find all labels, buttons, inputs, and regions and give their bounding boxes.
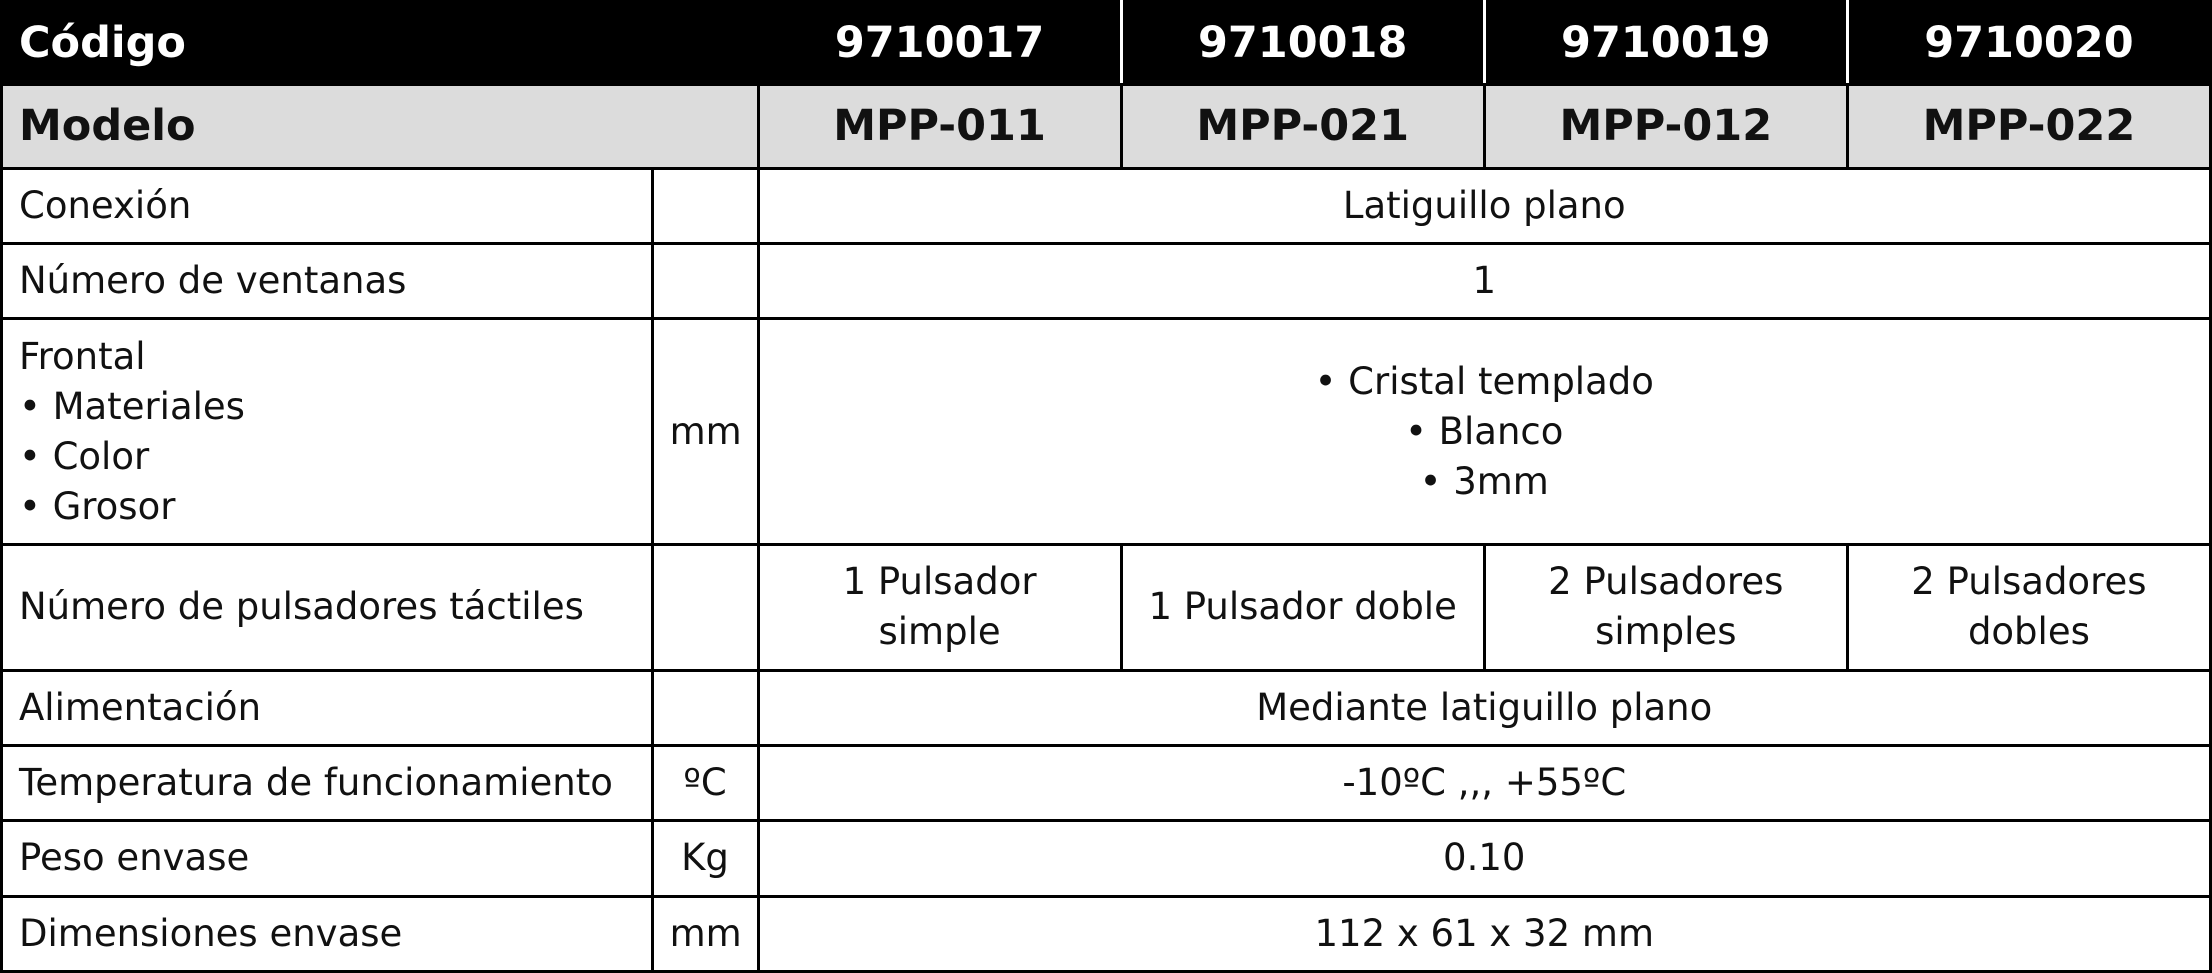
row-value-peso: 0.10 [758, 821, 2211, 896]
model-cell: MPP-011 [758, 85, 1121, 168]
pulsadores-line: simples [1595, 610, 1737, 654]
table-row [2, 243, 2211, 318]
code-cell: 9710017 [758, 2, 1121, 85]
header-row-modelo [2, 85, 2211, 168]
row-label-pulsadores: Número de pulsadores táctiles [2, 545, 653, 671]
table-row [2, 545, 2211, 671]
pulsadores-value [1847, 545, 2210, 671]
model-cell: MPP-012 [1484, 85, 1847, 168]
row-unit [652, 670, 758, 745]
table-row [2, 821, 2211, 896]
frontal-sub-label: • Materiales [19, 384, 245, 428]
frontal-value: • Blanco [1405, 409, 1564, 453]
table-row [2, 745, 2211, 820]
pulsadores-line: 2 Pulsadores [1911, 560, 2147, 604]
table-row [2, 168, 2211, 243]
code-cell: 9710020 [1847, 2, 2210, 85]
row-label-dimensiones: Dimensiones envase [2, 896, 653, 971]
frontal-value: • 3mm [1419, 459, 1549, 503]
row-unit: ºC [652, 745, 758, 820]
row-value-conexion: Latiguillo plano [758, 168, 2211, 243]
row-label-ventanas: Número de ventanas [2, 243, 653, 318]
row-unit: mm [652, 319, 758, 545]
table-row [2, 670, 2211, 745]
pulsadores-value [758, 545, 1121, 671]
frontal-value: • Cristal templado [1314, 359, 1654, 403]
pulsadores-line: dobles [1967, 610, 2090, 654]
row-label-alimentacion: Alimentación [2, 670, 653, 745]
row-label-conexion: Conexión [2, 168, 653, 243]
modelo-label: Modelo [2, 85, 759, 168]
header-row-codigo [2, 2, 2211, 85]
row-label-peso: Peso envase [2, 821, 653, 896]
table-row [2, 896, 2211, 971]
frontal-label: Frontal [19, 334, 146, 378]
row-value-dimensiones: 112 x 61 x 32 mm [758, 896, 2211, 971]
model-cell: MPP-021 [1121, 85, 1484, 168]
row-value-alimentacion: Mediante latiguillo plano [758, 670, 2211, 745]
row-unit [652, 545, 758, 671]
pulsadores-line: 1 Pulsador doble [1148, 585, 1457, 629]
frontal-sub-label: • Grosor [19, 484, 176, 528]
row-value-ventanas: 1 [758, 243, 2211, 318]
row-unit: Kg [652, 821, 758, 896]
codigo-label: Código [2, 2, 759, 85]
code-cell: 9710019 [1484, 2, 1847, 85]
pulsadores-line: 1 Pulsador [842, 560, 1037, 604]
row-label-temperatura: Temperatura de funcionamiento [2, 745, 653, 820]
pulsadores-value [1121, 545, 1484, 671]
pulsadores-value [1484, 545, 1847, 671]
row-label-frontal [2, 319, 653, 545]
row-unit: mm [652, 896, 758, 971]
row-unit [652, 168, 758, 243]
model-cell: MPP-022 [1847, 85, 2210, 168]
row-unit [652, 243, 758, 318]
pulsadores-line: 2 Pulsadores [1548, 560, 1784, 604]
pulsadores-line: simple [878, 610, 1001, 654]
table-row [2, 319, 2211, 545]
code-cell: 9710018 [1121, 2, 1484, 85]
frontal-sub-label: • Color [19, 434, 150, 478]
row-value-temperatura: -10ºC ,,, +55ºC [758, 745, 2211, 820]
row-value-frontal [758, 319, 2211, 545]
